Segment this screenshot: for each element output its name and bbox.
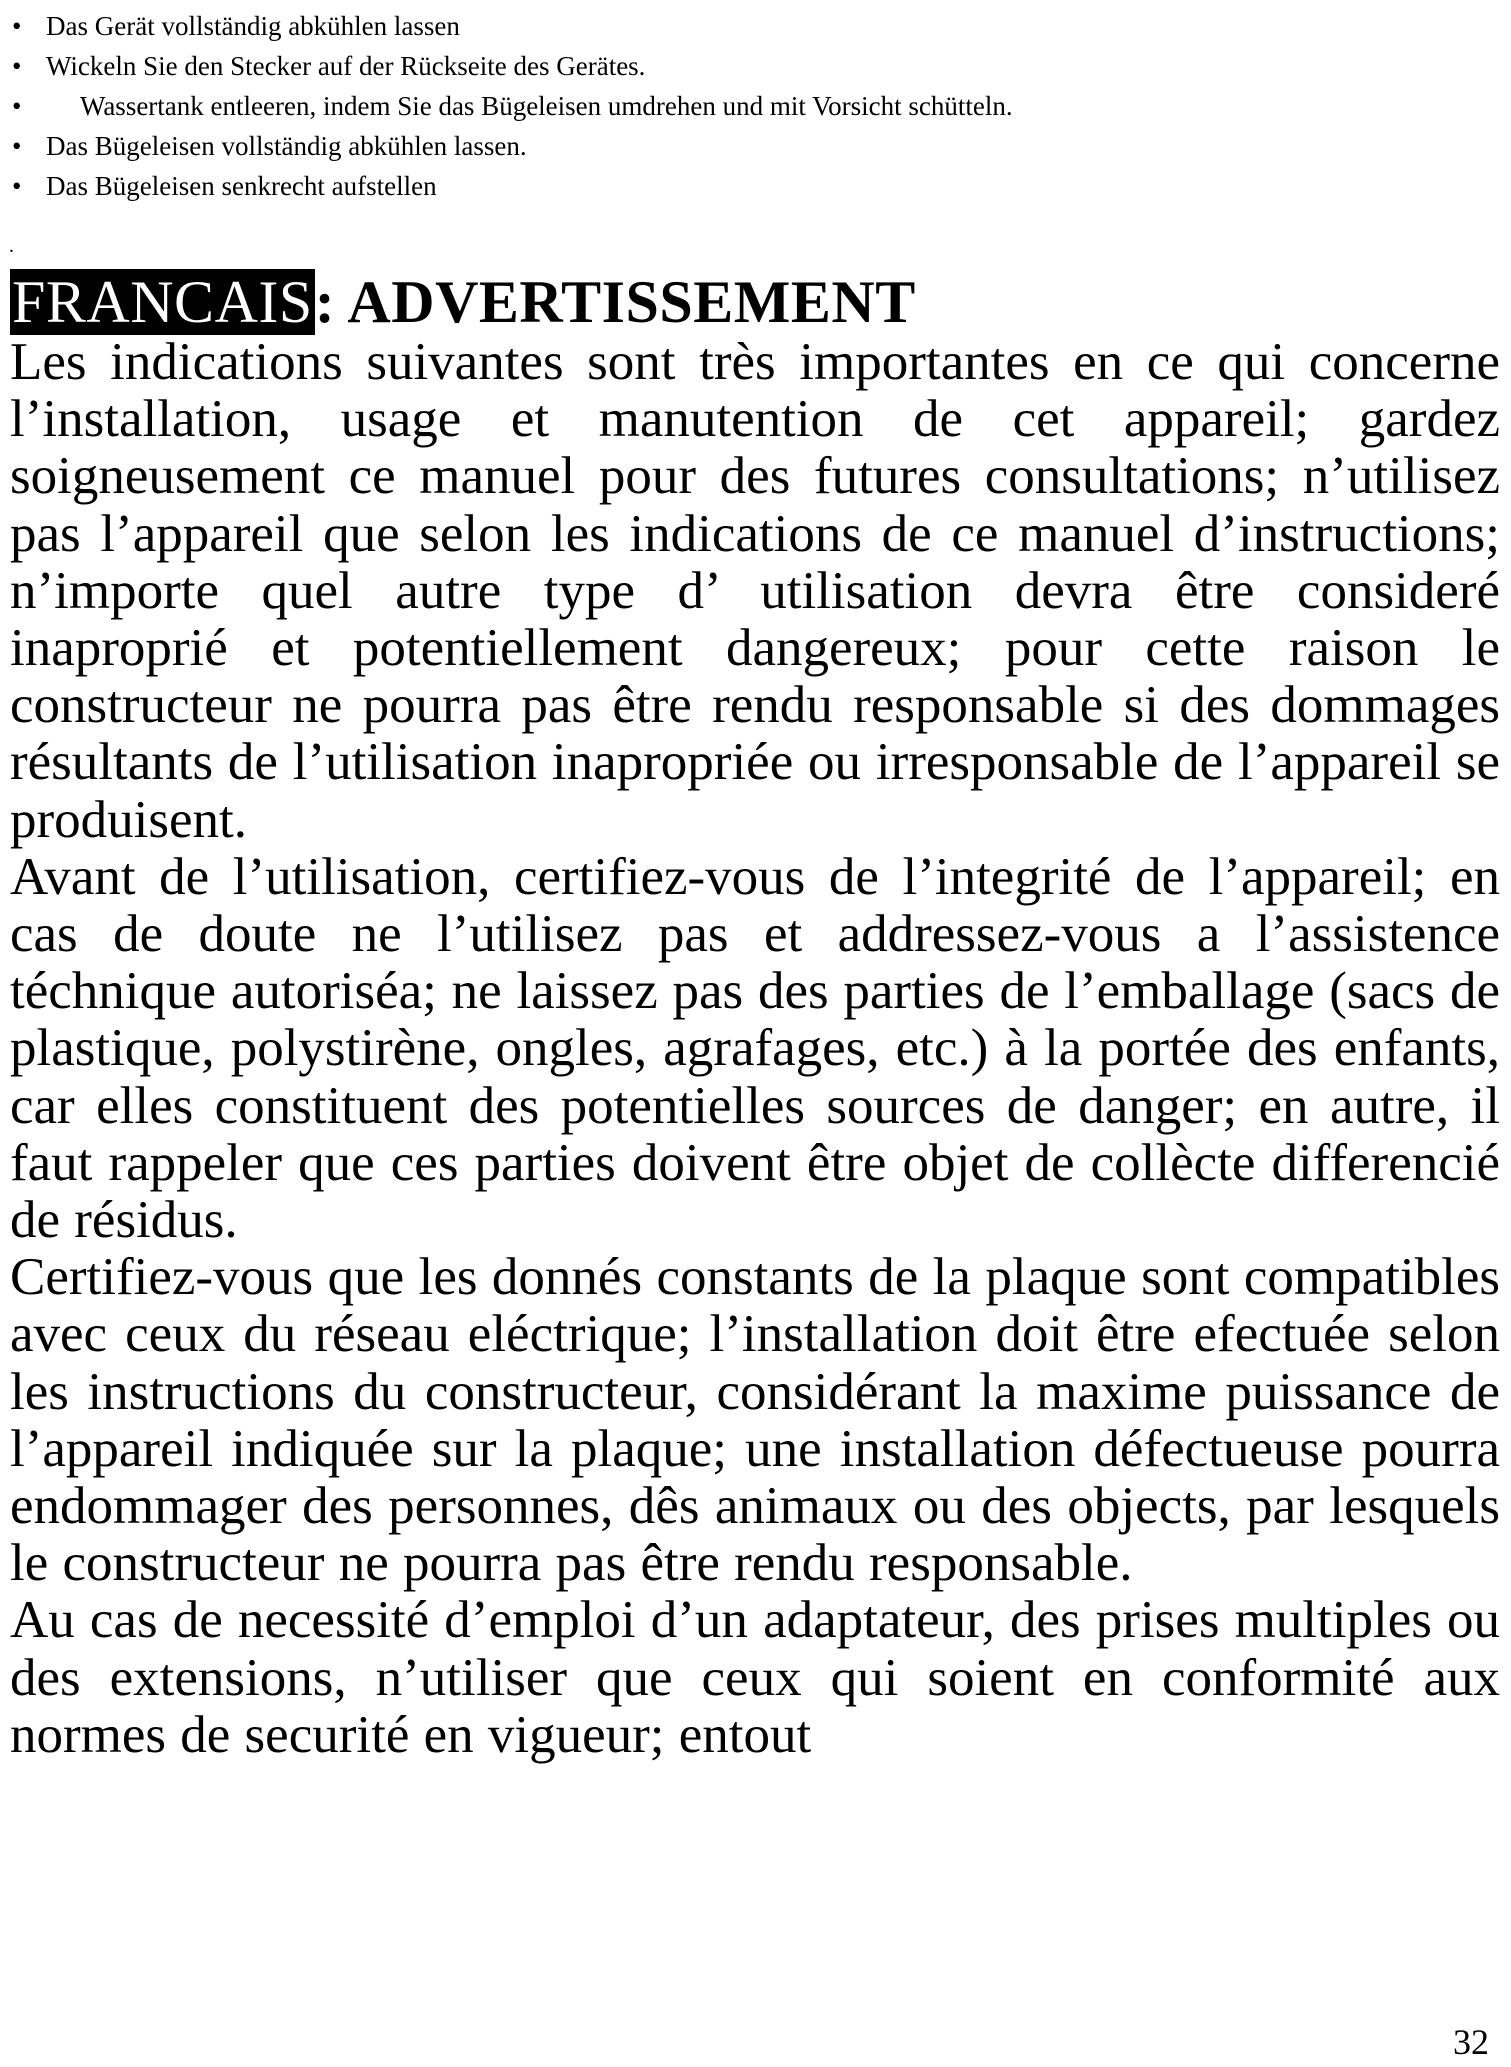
bullet-icon: • [12, 131, 22, 161]
paragraph: Certifiez-vous que les donnés constants de la plaque sont compatibles avec ceux du réseau eléctrique; l’installation doit être efectuée selon les instructions du constructeur, considérant la maxime puissance de l’appareil indiquée sur la plaque; une installation défectueuse pourra endommager des personnes, dês animaux ou des objects, par lesquels le constructeur ne pourra pas être rendu responsable. [10, 1248, 1500, 1593]
bullet-icon: • [12, 51, 22, 81]
list-item [12, 46, 1492, 86]
heading-title: ADVERTISSEMENT [347, 269, 916, 335]
paragraph: Avant de l’utilisation, certifiez-vous de l’integrité de l’appareil; en cas de doute ne l’utilisez pas et addressez-vous a l’assistence téchnique autoriséa; ne laissez pas des parties de l’emballage (sacs de plastique, polystirène, ongles, agrafages, etc.) à la portée des enfants, car elles constituent des potentielles sources de danger; en autre, il faut rappeler que ces parties doivent être objet de collècte differencié de résidus. [10, 847, 1500, 1250]
paragraph: Les indications suivantes sont très importantes en ce qui concerne l’installation, usage et manutention de cet appareil; gardez soigneusement ce manuel pour des futures consultations; n’utilisez pas l’appareil que selon les indications de ce manuel d’instructions; n’importe quel autre type d’ utilisation devra être consideré inaproprié et potentiellement dangereux; pour cette raison le constructeur ne pourra pas être rendu responsable si des dommages résultants de l’utilisation inapropriée ou irresponsable de l’appareil se produisent. [10, 333, 1500, 849]
bullet-icon: • [12, 11, 22, 41]
bullet-text: Das Bügeleisen senkrecht aufstellen [46, 171, 437, 201]
bullet-text: Das Bügeleisen vollständig abkühlen lassen. [46, 131, 527, 161]
bullet-text: Das Gerät vollständig abkühlen lassen [46, 11, 460, 41]
paragraph: Au cas de necessité d’emploi d’un adaptateur, des prises multiples ou des extensions, n’utiliser que ceux qui soient en conformité aux normes de securité en vigueur; entout [10, 1591, 1500, 1764]
stray-mark: . [9, 235, 14, 257]
list-item [12, 86, 1492, 126]
list-item [12, 166, 1492, 206]
heading-separator: : [314, 269, 348, 335]
warning-body [10, 334, 1500, 1764]
list-item [12, 126, 1492, 166]
section-heading [10, 268, 916, 336]
language-label: FRANCAIS [12, 269, 313, 335]
bullet-text: Wassertank entleeren, indem Sie das Bügeleisen umdrehen und mit Vorsicht schütteln. [80, 91, 1013, 121]
bullet-icon: • [12, 171, 22, 201]
page-number: 32 [1453, 2022, 1489, 2062]
list-item [12, 6, 1492, 46]
bullet-text: Wickeln Sie den Stecker auf der Rückseite des Gerätes. [46, 51, 646, 81]
german-bullet-list [12, 6, 1492, 206]
bullet-icon: • [12, 91, 22, 121]
